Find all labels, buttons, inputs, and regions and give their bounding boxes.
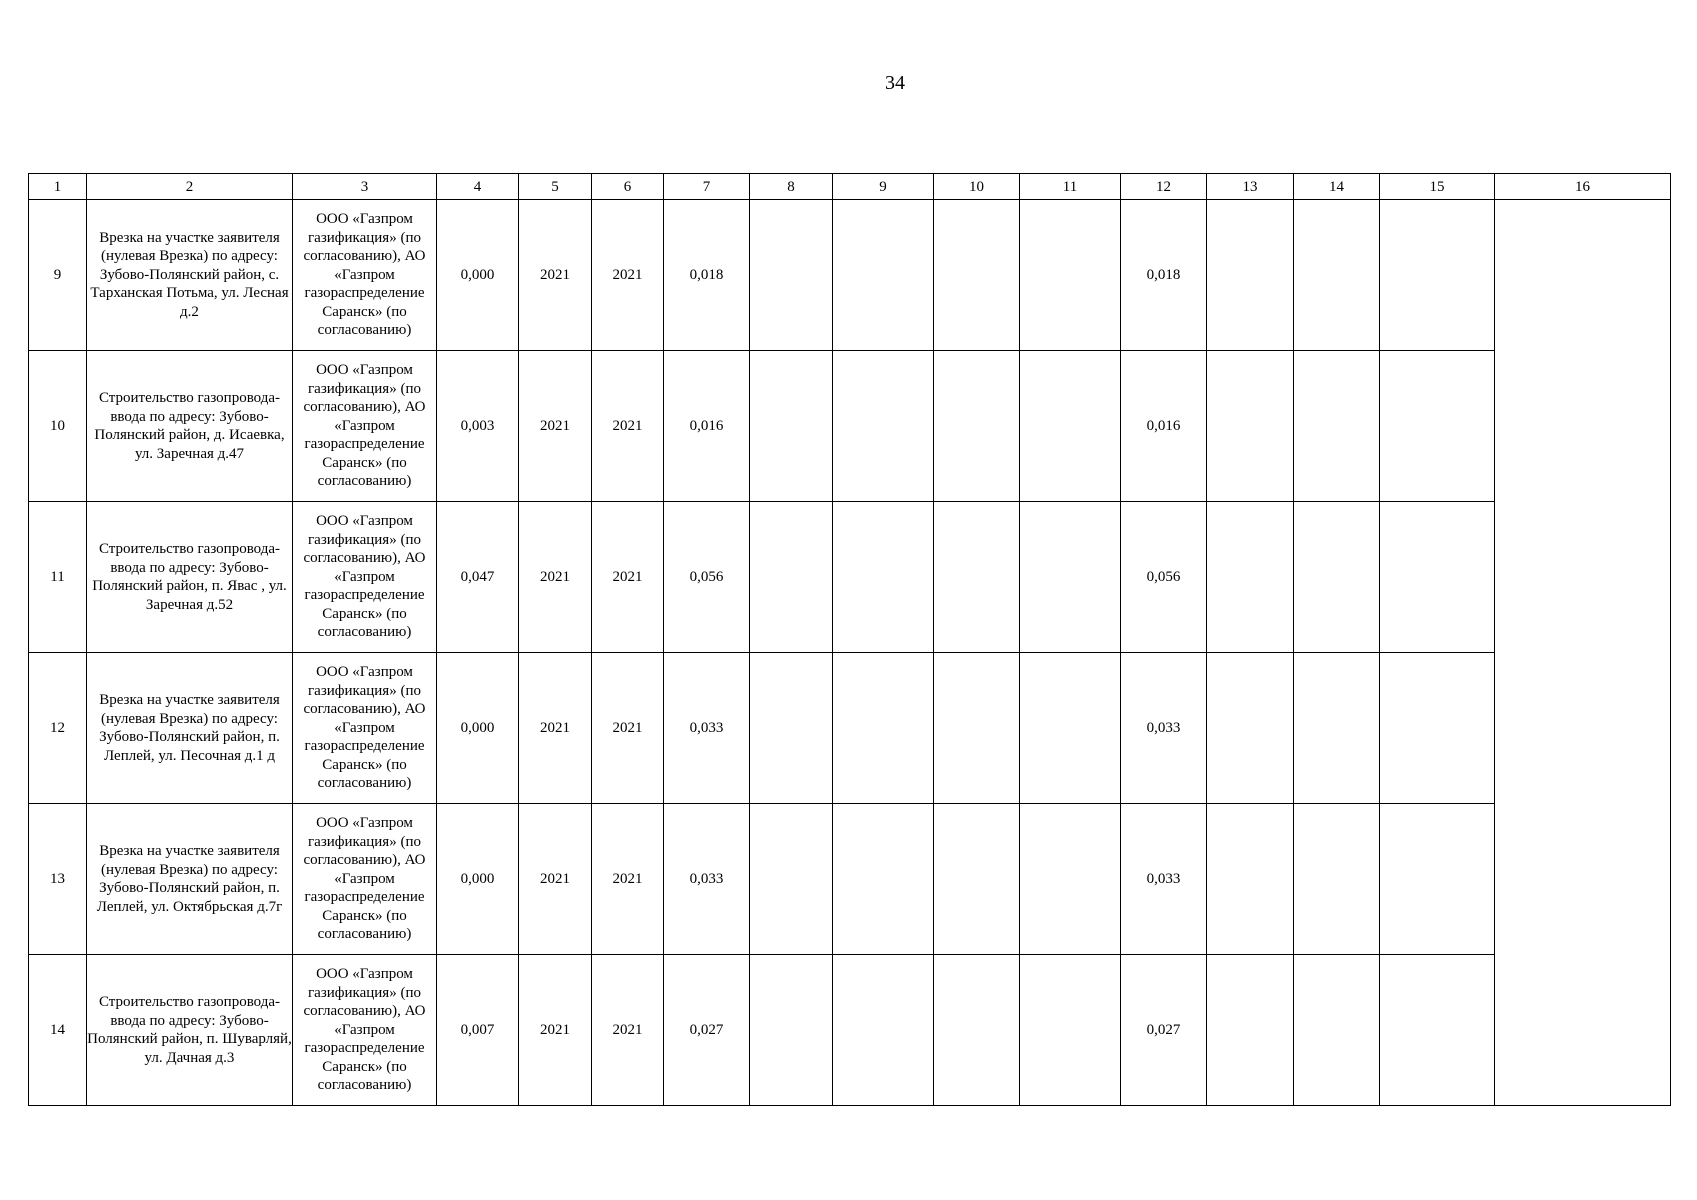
- table-cell: 9: [29, 200, 87, 351]
- table-cell: [1207, 351, 1294, 502]
- table-cell: [934, 804, 1020, 955]
- table-cell: [1380, 804, 1495, 955]
- column-header-10: 10: [934, 174, 1020, 200]
- table-cell: [833, 955, 934, 1106]
- table-cell: [750, 502, 833, 653]
- table-cell: [1380, 502, 1495, 653]
- table-cell: Врезка на участке заявителя (нулевая Врезка) по адресу: Зубово-Полянский район, с. Тарханская Потьма, ул. Лесная д.2: [87, 200, 293, 351]
- table-row: [29, 351, 1671, 502]
- table-cell: 10: [29, 351, 87, 502]
- table-cell: [934, 955, 1020, 1106]
- table-cell: [1380, 200, 1495, 351]
- table-cell: 2021: [592, 351, 664, 502]
- table-cell: [1207, 653, 1294, 804]
- table-cell: [750, 653, 833, 804]
- table-cell: [934, 502, 1020, 653]
- table-cell: [1380, 351, 1495, 502]
- table-cell: [934, 653, 1020, 804]
- table-cell: 0,033: [664, 653, 750, 804]
- table-cell: Строительство газопровода-ввода по адресу: Зубово-Полянский район, д. Исаевка, ул. Заречная д.47: [87, 351, 293, 502]
- table-cell: ООО «Газпром газификация» (по согласованию), АО «Газпром газораспределение Саранск» (по согласованию): [293, 804, 437, 955]
- table-cell: 2021: [519, 804, 592, 955]
- table-cell: 0,000: [437, 653, 519, 804]
- column-header-11: 11: [1020, 174, 1121, 200]
- table-cell: 2021: [592, 653, 664, 804]
- table-cell: [833, 804, 934, 955]
- table-cell: [1020, 804, 1121, 955]
- table-cell: 0,027: [664, 955, 750, 1106]
- table-cell: 0,003: [437, 351, 519, 502]
- table-cell: 2021: [519, 653, 592, 804]
- table-cell: [1294, 502, 1380, 653]
- column-header-3: 3: [293, 174, 437, 200]
- table-cell: 2021: [519, 351, 592, 502]
- table-cell: 0,007: [437, 955, 519, 1106]
- table-cell: [833, 200, 934, 351]
- table-cell: 2021: [519, 502, 592, 653]
- table-cell: Врезка на участке заявителя (нулевая Врезка) по адресу: Зубово-Полянский район, п. Леплей, ул. Песочная д.1 д: [87, 653, 293, 804]
- column-header-8: 8: [750, 174, 833, 200]
- table-row: [29, 804, 1671, 955]
- column-header-12: 12: [1121, 174, 1207, 200]
- table-cell: [750, 351, 833, 502]
- table-cell-column-16-merged: [1495, 200, 1671, 1106]
- table-cell: [934, 200, 1020, 351]
- table-cell: [1207, 200, 1294, 351]
- table-cell: 0,033: [1121, 804, 1207, 955]
- table-cell: [1207, 804, 1294, 955]
- table-cell: [1207, 502, 1294, 653]
- table-cell: [833, 351, 934, 502]
- column-header-15: 15: [1380, 174, 1495, 200]
- table-cell: 2021: [592, 502, 664, 653]
- column-header-9: 9: [833, 174, 934, 200]
- table-cell: [1294, 351, 1380, 502]
- table-cell: Строительство газопровода-ввода по адресу: Зубово-Полянский район, п. Явас , ул. Заречная д.52: [87, 502, 293, 653]
- table-cell: [934, 351, 1020, 502]
- table-cell: 2021: [519, 200, 592, 351]
- table-cell: [1294, 200, 1380, 351]
- table-cell: 14: [29, 955, 87, 1106]
- table-cell: 0,016: [664, 351, 750, 502]
- table-cell: 0,033: [1121, 653, 1207, 804]
- table-cell: 0,000: [437, 804, 519, 955]
- table-cell: 0,000: [437, 200, 519, 351]
- table-cell: 2021: [519, 955, 592, 1106]
- table-row: [29, 200, 1671, 351]
- data-table: [28, 173, 1671, 1106]
- table-cell: [1020, 955, 1121, 1106]
- table-cell: 2021: [592, 955, 664, 1106]
- column-header-4: 4: [437, 174, 519, 200]
- table-header-row: [29, 174, 1671, 200]
- table-cell: [750, 804, 833, 955]
- table-cell: [1020, 502, 1121, 653]
- table-row: [29, 955, 1671, 1106]
- table-cell: 0,027: [1121, 955, 1207, 1106]
- table-cell: ООО «Газпром газификация» (по согласованию), АО «Газпром газораспределение Саранск» (по согласованию): [293, 200, 437, 351]
- table-cell: ООО «Газпром газификация» (по согласованию), АО «Газпром газораспределение Саранск» (по согласованию): [293, 351, 437, 502]
- table-cell: Врезка на участке заявителя (нулевая Врезка) по адресу: Зубово-Полянский район, п. Леплей, ул. Октябрьская д.7г: [87, 804, 293, 955]
- table-cell: ООО «Газпром газификация» (по согласованию), АО «Газпром газораспределение Саранск» (по согласованию): [293, 653, 437, 804]
- column-header-13: 13: [1207, 174, 1294, 200]
- column-header-1: 1: [29, 174, 87, 200]
- table-cell: 0,056: [1121, 502, 1207, 653]
- table-cell: [750, 200, 833, 351]
- table-cell: [750, 955, 833, 1106]
- table-cell: 13: [29, 804, 87, 955]
- column-header-14: 14: [1294, 174, 1380, 200]
- column-header-6: 6: [592, 174, 664, 200]
- table-cell: 0,018: [664, 200, 750, 351]
- table-cell: 12: [29, 653, 87, 804]
- table-cell: 2021: [592, 200, 664, 351]
- column-header-2: 2: [87, 174, 293, 200]
- table-cell: [833, 502, 934, 653]
- table-cell: 0,033: [664, 804, 750, 955]
- table-cell: [1020, 653, 1121, 804]
- table-cell: [833, 653, 934, 804]
- table-cell: Строительство газопровода-ввода по адресу: Зубово-Полянский район, п. Шуварляй, ул. Дачная д.3: [87, 955, 293, 1106]
- table-cell: [1380, 653, 1495, 804]
- table-cell: 0,056: [664, 502, 750, 653]
- table-cell: [1380, 955, 1495, 1106]
- table-cell: [1207, 955, 1294, 1106]
- table-cell: [1294, 955, 1380, 1106]
- column-header-5: 5: [519, 174, 592, 200]
- column-header-7: 7: [664, 174, 750, 200]
- table-cell: ООО «Газпром газификация» (по согласованию), АО «Газпром газораспределение Саранск» (по согласованию): [293, 502, 437, 653]
- table-cell: 0,018: [1121, 200, 1207, 351]
- table-row: [29, 502, 1671, 653]
- table-cell: 0,047: [437, 502, 519, 653]
- table-body: [29, 174, 1671, 1106]
- table-cell: 11: [29, 502, 87, 653]
- table-cell: [1294, 804, 1380, 955]
- table-cell: [1020, 351, 1121, 502]
- page-number: 34: [885, 72, 905, 94]
- table-row: [29, 653, 1671, 804]
- table-cell: 0,016: [1121, 351, 1207, 502]
- table-cell: ООО «Газпром газификация» (по согласованию), АО «Газпром газораспределение Саранск» (по согласованию): [293, 955, 437, 1106]
- table-cell: [1020, 200, 1121, 351]
- table-cell: [1294, 653, 1380, 804]
- column-header-16: 16: [1495, 174, 1671, 200]
- table-cell: 2021: [592, 804, 664, 955]
